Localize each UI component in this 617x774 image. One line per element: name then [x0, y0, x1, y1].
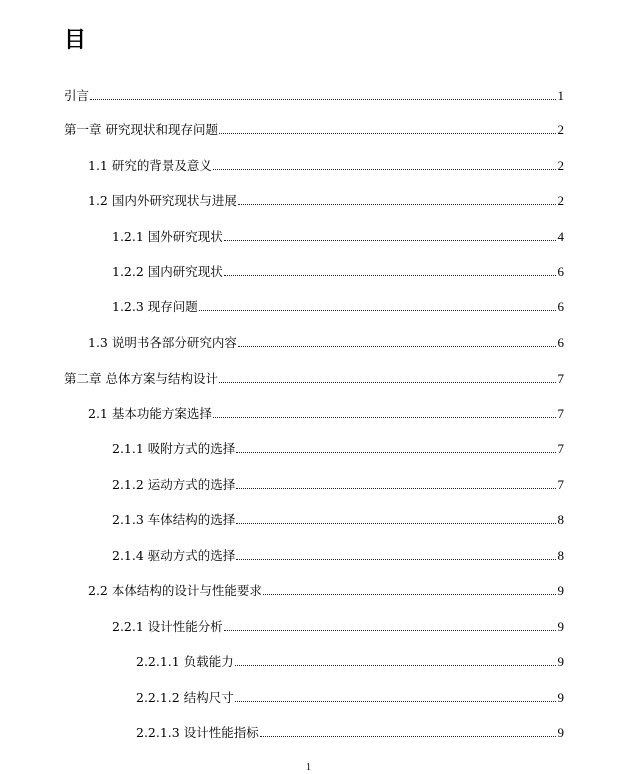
- toc-leader: [260, 736, 556, 737]
- toc-leader: [199, 310, 556, 311]
- toc-entry[interactable]: [112, 262, 564, 280]
- toc-entry-page: 9: [557, 583, 564, 598]
- toc-leader: [235, 701, 556, 702]
- toc-entry-label: 2.2.1.3 设计性能指标: [136, 725, 259, 740]
- toc-entry-page: 7: [557, 406, 564, 421]
- toc-entry-label: 引言: [64, 88, 90, 103]
- toc-entry[interactable]: [64, 369, 564, 387]
- toc-entry-page: 9: [557, 725, 564, 740]
- toc-entry-label: 2.2.1.2 结构尺寸: [136, 690, 234, 705]
- toc-entry-page: 9: [557, 690, 564, 705]
- toc-entry-page: 8: [557, 548, 564, 563]
- toc-leader: [224, 240, 556, 241]
- toc-leader: [238, 346, 556, 347]
- toc-entry-page: 2: [557, 193, 564, 208]
- toc-entry-page: 8: [557, 512, 564, 527]
- toc-leader: [90, 99, 555, 100]
- toc-entry-label: 第一章 研究现状和现存问题: [64, 122, 218, 137]
- toc-entry[interactable]: [88, 156, 564, 174]
- toc-entry-label: 2.1.1 吸附方式的选择: [112, 441, 236, 456]
- toc-entry-page: 6: [557, 299, 564, 314]
- toc-entry[interactable]: [88, 404, 564, 422]
- toc-entry-page: 2: [557, 158, 564, 173]
- toc-leader: [238, 204, 556, 205]
- toc-entry[interactable]: [88, 581, 564, 599]
- toc-entry-label: 1.1 研究的背景及意义: [88, 158, 212, 173]
- toc-entry[interactable]: [112, 227, 564, 245]
- toc-entry[interactable]: [64, 86, 564, 104]
- toc-entry[interactable]: [136, 688, 564, 706]
- toc-leader: [219, 133, 556, 134]
- toc-entry-page: 2: [557, 122, 564, 137]
- toc-entry-label: 1.2.2 国内研究现状: [112, 264, 223, 279]
- toc-entry-page: 1: [557, 88, 564, 103]
- toc-entry[interactable]: [112, 546, 564, 564]
- toc-leader: [224, 275, 556, 276]
- toc-entry-page: 6: [557, 264, 564, 279]
- toc-entry-label: 1.2.3 现存问题: [112, 299, 198, 314]
- page-number: 1: [306, 762, 311, 773]
- toc-leader: [224, 630, 556, 631]
- toc-leader: [219, 382, 556, 383]
- toc-leader: [263, 594, 556, 595]
- toc-entry[interactable]: [112, 439, 564, 457]
- toc-entry-page: 9: [557, 619, 564, 634]
- toc-entry[interactable]: [88, 191, 564, 209]
- toc-entry-page: 7: [557, 371, 564, 386]
- toc-entry[interactable]: [112, 510, 564, 528]
- toc-entry-label: 2.1.4 驱动方式的选择: [112, 548, 236, 563]
- toc-entry[interactable]: [88, 333, 564, 351]
- toc-entry-label: 1.2 国内外研究现状与进展: [88, 193, 237, 208]
- toc-entry-label: 2.1 基本功能方案选择: [88, 406, 212, 421]
- toc-leader: [236, 452, 555, 453]
- toc-entry-label: 2.2.1.1 负载能力: [136, 654, 234, 669]
- toc-leader: [235, 665, 556, 666]
- toc-entry-label: 1.3 说明书各部分研究内容: [88, 335, 237, 350]
- toc-entry-label: 2.2 本体结构的设计与性能要求: [88, 583, 262, 598]
- toc-entry[interactable]: [112, 475, 564, 493]
- toc-leader: [236, 523, 555, 524]
- toc-leader: [213, 169, 556, 170]
- toc-entry-page: 6: [557, 335, 564, 350]
- toc-entry[interactable]: [112, 297, 564, 315]
- toc-entry[interactable]: [64, 120, 564, 138]
- page-title: 目: [64, 28, 87, 53]
- toc-entry-label: 第二章 总体方案与结构设计: [64, 371, 218, 386]
- toc-entry[interactable]: [136, 652, 564, 670]
- toc-entry-label: 2.1.3 车体结构的选择: [112, 512, 236, 527]
- toc-entry-page: 9: [557, 654, 564, 669]
- toc-entry[interactable]: [112, 617, 564, 635]
- toc-leader: [213, 417, 556, 418]
- toc-entry-label: 1.2.1 国外研究现状: [112, 229, 223, 244]
- toc-leader: [236, 559, 555, 560]
- toc-entry[interactable]: [136, 723, 564, 741]
- toc-entry-label: 2.2.1 设计性能分析: [112, 619, 223, 634]
- toc-entry-label: 2.1.2 运动方式的选择: [112, 477, 236, 492]
- toc-entry-page: 4: [557, 229, 564, 244]
- toc-leader: [236, 488, 555, 489]
- toc-entry-page: 7: [557, 477, 564, 492]
- toc-entry-page: 7: [557, 441, 564, 456]
